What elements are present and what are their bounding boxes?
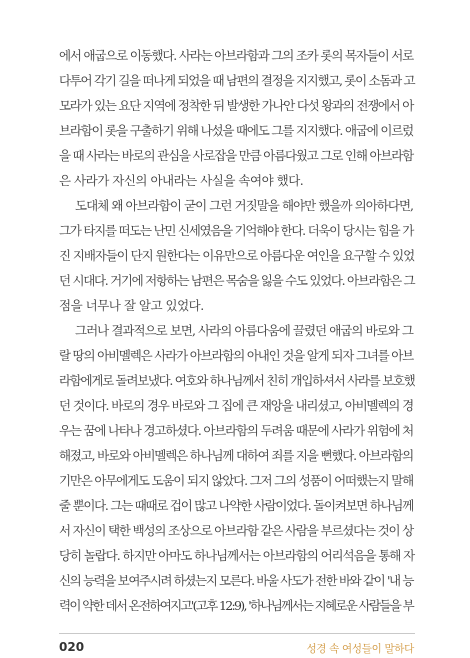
text-line: 당히 놀랍다. 하지만 아마도 하나님께서는 아브라함의 어리석음을 통해 자 xyxy=(59,548,415,563)
footer-rule xyxy=(59,633,415,634)
text-line: 은 사라가 자신의 아내라는 사실을 속여야 했다. xyxy=(59,173,304,188)
text-line: 라함에게로 돌려보냈다. 여호와 하나님께서 친히 개입하셔서 사라를 보호했 xyxy=(59,373,415,388)
page-number: 020 xyxy=(59,640,85,654)
text-line: 진 지배자들이 단지 원한다는 이유만으로 아름다운 여인을 요구할 수 있었 xyxy=(59,248,415,263)
text-line: 서 자신이 택한 백성의 조상으로 아브라함 같은 사람을 부르셨다는 것이 상 xyxy=(59,523,413,538)
text-line: 도대체 왜 아브라함이 굳이 그런 거짓말을 해야만 했을까 의아하다면, xyxy=(75,198,413,213)
text-line: 모라가 있는 요단 지역에 정착한 뒤 발생한 가나안 다섯 왕과의 전쟁에서 아 xyxy=(59,98,413,113)
text-line: 줄 뿐이다. 그는 때때로 겁이 많고 나약한 사람이었다. 돌이켜보면 하나님께 xyxy=(59,498,413,513)
text-line: 점을 너무나 잘 알고 있었다. xyxy=(59,298,204,313)
text-line: 브라함이 롯을 구출하기 위해 나섰을 때에도 그를 지지했다. 애굽에 이르렀 xyxy=(59,123,413,138)
text-line: 해졌고, 바로와 아비멜렉은 하나님께 대하여 죄를 지을 뻔했다. 아브라함의 xyxy=(59,448,413,463)
text-line: 그러나 결과적으로 보면, 사라의 아름다움에 끌렸던 애굽의 바로와 그 xyxy=(75,323,413,338)
text-line: 랄 땅의 아비멜렉은 사라가 아브라함의 아내인 것을 알게 되자 그녀를 아브 xyxy=(59,348,413,363)
text-line: 기만은 아무에게도 도움이 되지 않았다. 그저 그의 성품이 어떠했는지 말해 xyxy=(59,473,413,488)
text-line: 그가 타지를 떠도는 난민 신세였음을 기억해야 한다. 더욱이 당시는 힘을 가 xyxy=(59,223,413,238)
text-line: 던 것이다. 바로의 경우 바로와 그 집에 큰 재앙을 내리셨고, 아비멜렉의 경 xyxy=(59,398,413,413)
text-line: 던 시대다. 거기에 저항하는 남편은 목숨을 잃을 수도 있었다. 아브라함은 그 xyxy=(59,273,415,288)
text-line: 우는 꿈에 나타나 경고하셨다. 아브라함의 두려움 때문에 사라가 위험에 처 xyxy=(59,423,413,438)
running-title: 성경 속 여성들이 말하다 xyxy=(306,643,414,655)
text-line: 신의 능력을 보여주시려 하셨는지 모른다. 바울 사도가 전한 바와 같이 '내 능 xyxy=(59,573,413,588)
text-line: 다투어 각기 길을 떠나게 되었을 때 남편의 결정을 지지했고, 롯이 소돔과 고 xyxy=(59,73,415,88)
text-line: 에서 애굽으로 이동했다. 사라는 아브라함과 그의 조카 롯의 목자들이 서로 xyxy=(59,48,413,63)
text-line: 을 때 사라는 바로의 관심을 사로잡을 만큼 아름다웠고 그로 인해 아브라함 xyxy=(59,148,413,163)
text-line: 력이 약한 데서 온전하여지고'(고후 12:9), '하나님께서는 지혜로운 사람들을 부 xyxy=(59,598,413,613)
